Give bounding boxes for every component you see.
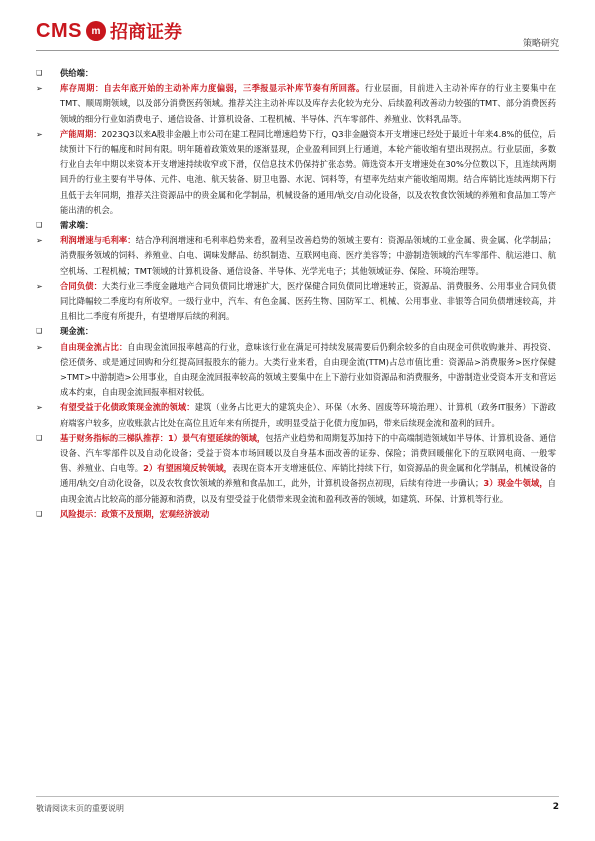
item-body: 结合净利润增速和毛利率趋势来看，盈利呈改善趋势的领域主要有：资源品领域的工业金属、贵金属、化学制品；消费服务领域的饲料、养殖业、白电、调味发酵品、纺织制造、互联网电商、医疗美容等；中游制造领域的汽车零部件、航运港口、航空机场、工程机械；TMT领域的计算机设备、通信设备、半导体、光学光电子；其他领域证券、保险、环境治理等。: [60, 235, 556, 276]
summary-lead3: 3）现金牛领域，: [483, 478, 548, 489]
summary-lead2: 2）有望困境反转领域，: [143, 463, 232, 474]
footer-disclaimer: 敬请阅读末页的重要说明: [36, 804, 124, 813]
header-divider: [36, 50, 559, 51]
square-bullet-icon: ❑: [36, 327, 43, 336]
summary-part3: 自由现金流占比较高的部分能源和消费，以及有望受益于化债带来现金流和盈利改善的领域，如建筑、环保、计算机等行业。: [60, 478, 556, 504]
page-number: 2: [552, 802, 559, 812]
summary-part2: 表现在资本开支增速低位、库销比持续下行，如资源品的贵金属和化学制品，机械设备的通用/轨交/自动化设备，以及农牧食饮领域的养殖和食品加工，此外，计算机设备拐点初现，后续有待进一步确认；: [60, 463, 556, 489]
list-item: [36, 127, 556, 218]
item-body: 大类行业三季度金融地产合同负债同比增速扩大，医疗保健合同负债同比增速转正，资源品、消费服务、公用事业合同负债同比降幅较二季度均有所收窄。一级行业中，汽车、有色金属、医药生物、国防军工、机械、公用事业、非银等合同负债增速较高，并且相比二季度有所提升，有望增厚后续的利润。: [60, 280, 556, 322]
square-bullet-icon: ❑: [36, 69, 43, 77]
summary-part1: 包括产业趋势和周期复苏加持下的中高端制造领域如半导体、计算机设备、通信设备、汽车零部件以及自动化设备；受益于资本市场回暖以及自身基本面改善的证券、保险；消费回暖催化下的互联网电商、一般零售、养殖业、白电等。: [60, 432, 556, 474]
item-title: 库存周期：自去年底开始的主动补库力度偏弱，三季报显示补库节奏有所回落。: [60, 83, 365, 94]
item-body: 行业层面，目前进入主动补库存的行业主要集中在TMT、顺周期领域，以及部分消费医药领域。推荐关注主动补库以及库存去化较为充分、后续盈利改善动力较强的TMT、部分消费医药领域的细分行业如消费电子、通信设备、计算机设备、工程机械、半导体、汽车零部件、养殖业、饮料乳品等。: [60, 83, 556, 124]
risk-paragraph: [36, 507, 556, 522]
square-bullet-icon: ❑: [36, 221, 43, 230]
arrow-bullet-icon: ➢: [36, 281, 43, 291]
arrow-bullet-icon: ➢: [36, 236, 43, 246]
section-heading: 需求端：: [60, 220, 94, 231]
list-item: [36, 400, 556, 430]
item-body: 2023Q3以来A股非金融上市公司在建工程同比增速趋势下行，Q3非金融资本开支增速已经处于最近十年来4.8%的低位，后续预计下行的幅度和时间有限。明年随着政策效果的逐渐显现，企业盈利回到上行通道，本轮产能收缩有望出现拐点。行业层面，多数行业自去年中期以来资本开支增速持续收窄或下滑，仅信息技术仍保持扩张态势。筛选资本开支增速处在30%分位数以下，且连续两期回升的行业主要有半导体、元件、电池、航天装备、厨卫电器、水泥、饲料等，有望率先结束产能收缩周期。结合库销比连续两期下行且低于去年同期，推荐关注资源品中的贵金属和化学制品，机械设备的通用/轨交/自动化设备，以及农牧食饮领域的养殖和食品加工等产能出清的机会。: [60, 128, 556, 215]
item-body: 自由现金流回报率越高的行业，意味该行业在满足可持续发展需要后仍剩余较多的自由现金可供收购兼并、再投资、偿还债务、或是通过回购和分红提高回报股东的能力。大类行业来看，自由现金流(TTM)占总市值比重：资源品>消费服务>医疗保健>TMT>中游制造>公用事业，自由现金流回报率较高的领域主要集中在上下游行业如资源品和消费服务，中游制造业受资本开支和营运成本约束，自由现金流回报率相对较低。: [60, 341, 556, 398]
item-title: 自由现金流占比：: [60, 341, 128, 352]
arrow-bullet-icon: ➢: [36, 342, 43, 352]
section-heading: 供给端：: [60, 68, 94, 78]
report-section-label: 策略研究: [522, 39, 559, 49]
item-title: 利润增速与毛利率：: [60, 235, 136, 246]
logo-latin: CMS: [36, 19, 82, 42]
page-header: [36, 14, 559, 48]
arrow-bullet-icon: ➢: [36, 84, 43, 94]
logo-mark-icon: m: [86, 21, 106, 41]
logo-chinese: 招商证券: [109, 22, 182, 43]
item-title: 有望受益于化债政策现金流的领域：: [60, 402, 195, 413]
summary-paragraph: [36, 431, 556, 507]
item-body: 建筑（业务占比更大的建筑央企）、环保（水务、固废等环境治理）、计算机（政务IT服务）下游政府端客户较多，应收账款占比处在高位且近年来有所提升，或明显受益于化债力度加码，带来后续现金流和盈利的回升。: [60, 402, 556, 428]
risk-warning: 风险提示：政策不及预期，宏观经济波动: [60, 508, 210, 519]
section-supply: [36, 66, 556, 81]
section-cashflow: [36, 324, 556, 339]
cms-logo: [36, 18, 182, 44]
footer-divider: [36, 796, 559, 797]
arrow-bullet-icon: ➢: [36, 403, 43, 413]
list-item: [36, 340, 556, 401]
square-bullet-icon: ❑: [36, 433, 43, 442]
list-item: [36, 279, 556, 325]
list-item: [36, 81, 556, 127]
list-item: [36, 233, 556, 279]
item-title: 产能周期：: [60, 128, 102, 139]
summary-lead: 基于财务指标的三梯队推荐：1）景气有望延续的领域，: [60, 432, 266, 443]
arrow-bullet-icon: ➢: [36, 129, 43, 139]
section-heading: 现金流：: [60, 326, 94, 337]
item-title: 合同负债：: [60, 280, 103, 291]
section-demand: [36, 218, 556, 233]
report-body: [36, 66, 556, 522]
square-bullet-icon: ❑: [36, 509, 43, 518]
